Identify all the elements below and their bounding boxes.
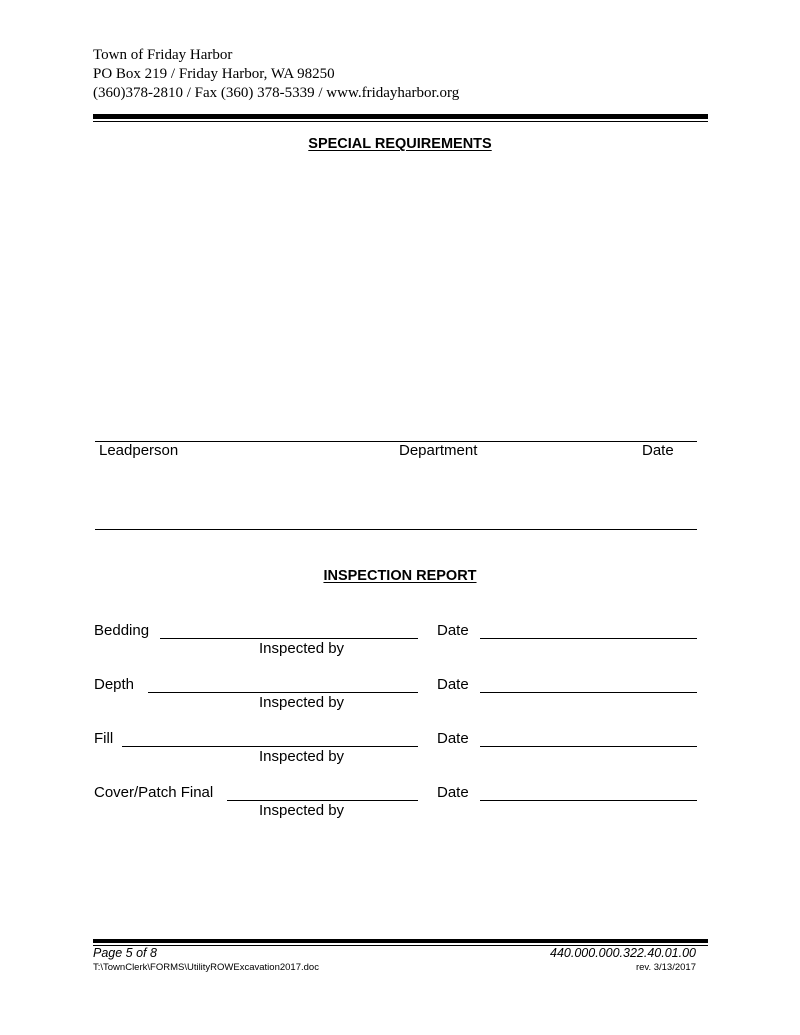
letterhead-contact: (360)378-2810 / Fax (360) 378-5339 / www.fridayharbor.org xyxy=(93,85,460,101)
letterhead xyxy=(93,46,459,103)
cover-patch-final-label: Cover/Patch Final xyxy=(94,784,214,801)
depth-label: Depth xyxy=(94,676,135,693)
signature-date-label: Date xyxy=(642,442,674,459)
fill-date-label: Date xyxy=(437,730,469,747)
cover-patch-final-date-label: Date xyxy=(437,784,469,801)
revision-date: rev. 3/13/2017 xyxy=(635,962,696,973)
cover-patch-final-date-field[interactable] xyxy=(480,800,697,801)
fill-label: Fill xyxy=(94,730,114,747)
cover-patch-final-inspector-field[interactable] xyxy=(227,800,418,801)
bedding-inspected-by-label: Inspected by xyxy=(259,640,345,657)
document-path: T:\TownClerk\FORMS\UtilityROWExcavation2017.doc xyxy=(93,962,319,973)
fill-inspector-field[interactable] xyxy=(122,746,418,747)
department-label: Department xyxy=(399,442,478,459)
cover-patch-final-inspected-by-label: Inspected by xyxy=(259,802,345,819)
fill-inspected-by-label: Inspected by xyxy=(259,748,345,765)
page-number: Page 5 of 8 xyxy=(93,946,157,960)
depth-inspector-field[interactable] xyxy=(148,692,418,693)
inspection-report-title: INSPECTION REPORT xyxy=(323,568,477,584)
depth-date-field[interactable] xyxy=(480,692,697,693)
letterhead-town-name: Town of Friday Harbor xyxy=(93,47,233,63)
bedding-date-label: Date xyxy=(437,622,469,639)
header-divider-thick xyxy=(93,114,708,119)
fill-date-field[interactable] xyxy=(480,746,697,747)
bedding-label: Bedding xyxy=(94,622,150,639)
depth-inspected-by-label: Inspected by xyxy=(259,694,345,711)
bedding-date-field[interactable] xyxy=(480,638,697,639)
special-requirements-title: SPECIAL REQUIREMENTS xyxy=(308,136,492,152)
second-signature-line[interactable] xyxy=(95,529,697,530)
leadperson-label: Leadperson xyxy=(99,442,179,459)
footer-divider-thick xyxy=(93,939,708,943)
account-code: 440.000.000.322.40.01.00 xyxy=(550,946,696,960)
letterhead-address: PO Box 219 / Friday Harbor, WA 98250 xyxy=(93,66,335,82)
depth-date-label: Date xyxy=(437,676,469,693)
header-divider-thin xyxy=(93,121,708,122)
bedding-inspector-field[interactable] xyxy=(160,638,418,639)
leadperson-signature-line[interactable] xyxy=(95,441,697,442)
